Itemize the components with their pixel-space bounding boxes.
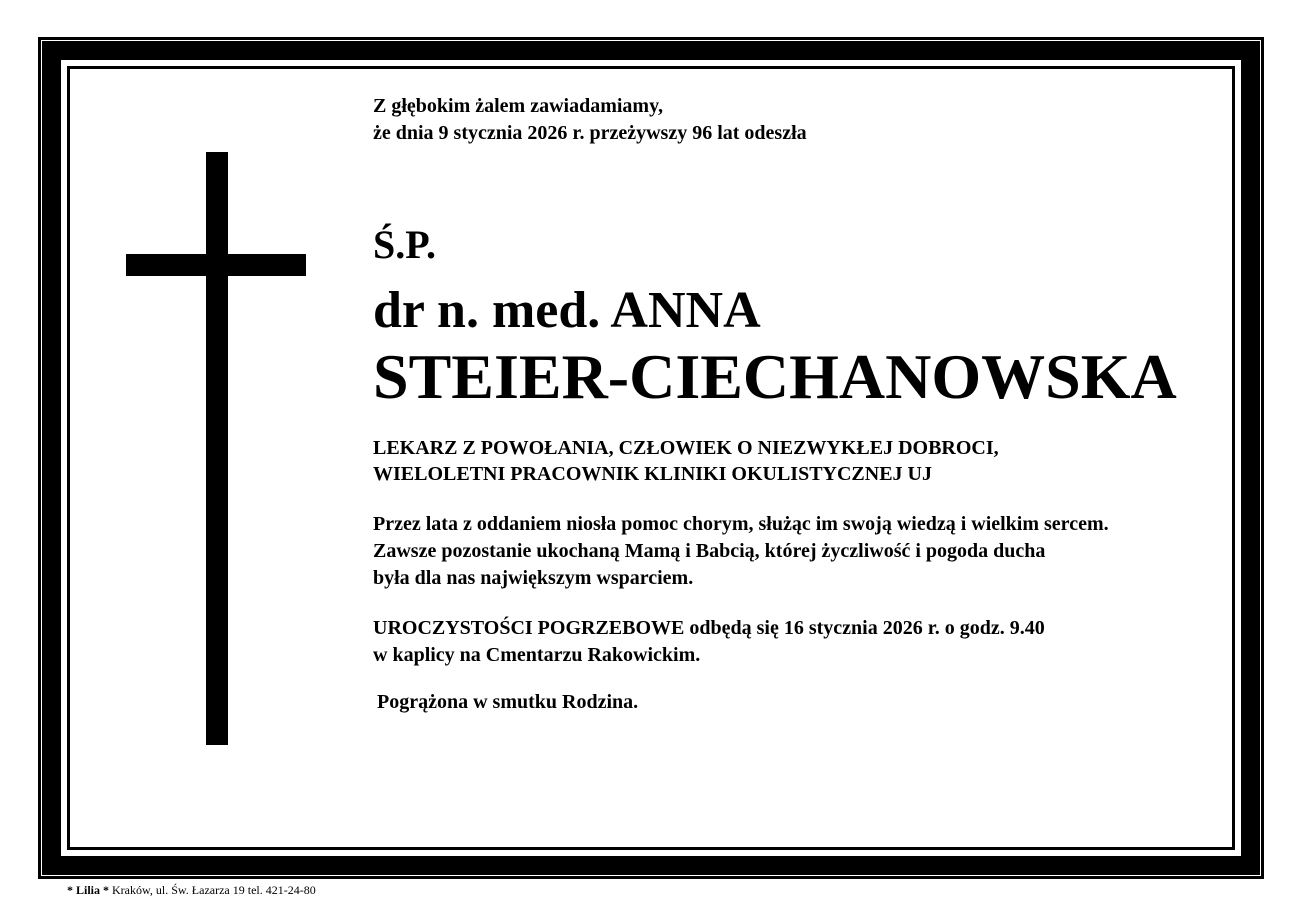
funeral-details — [373, 615, 1045, 669]
family-signature: Pogrążona w smutku Rodzina. — [377, 691, 639, 713]
description-line: WIELOLETNI PRACOWNIK KLINIKI OKULISTYCZNEJ UJ — [373, 463, 932, 485]
tribute-line: Przez lata z oddaniem niosła pomoc chorym, służąc im swoją wiedzą i wielkim sercem. — [373, 513, 1109, 535]
tribute-line: Zawsze pozostanie ukochaną Mamą i Babcią, której życzliwość i pogoda ducha — [373, 540, 1046, 562]
honorific: Ś.P. — [373, 222, 437, 267]
deceased-surname: STEIER-CIECHANOWSKA — [373, 341, 1177, 412]
description-line: LEKARZ Z POWOŁANIA, CZŁOWIEK O NIEZWYKŁEJ DOBROCI, — [373, 437, 999, 459]
intro-text — [373, 93, 807, 147]
funeral-line: UROCZYSTOŚCI POGRZEBOWE odbędą się 16 stycznia 2026 r. o godz. 9.40 — [373, 617, 1045, 639]
deceased-description — [373, 435, 999, 487]
cross-horizontal-bar — [126, 254, 306, 276]
funeral-line: w kaplicy na Cmentarzu Rakowickim. — [373, 644, 701, 666]
tribute-text — [373, 511, 1109, 592]
deceased-title-and-first-name: dr n. med. ANNA — [373, 282, 761, 339]
intro-line: że dnia 9 stycznia 2026 r. przeżywszy 96 lat odeszła — [373, 122, 807, 144]
footer-address: Kraków, ul. Św. Łazarza 19 tel. 421-24-80 — [112, 883, 316, 897]
footer-company: * Lilia * — [67, 883, 110, 897]
tribute-line: była dla nas największym wsparciem. — [373, 567, 694, 589]
cross-vertical-bar — [206, 152, 228, 745]
intro-line: Z głębokim żalem zawiadamiamy, — [373, 95, 663, 117]
footer-credit — [67, 883, 316, 897]
